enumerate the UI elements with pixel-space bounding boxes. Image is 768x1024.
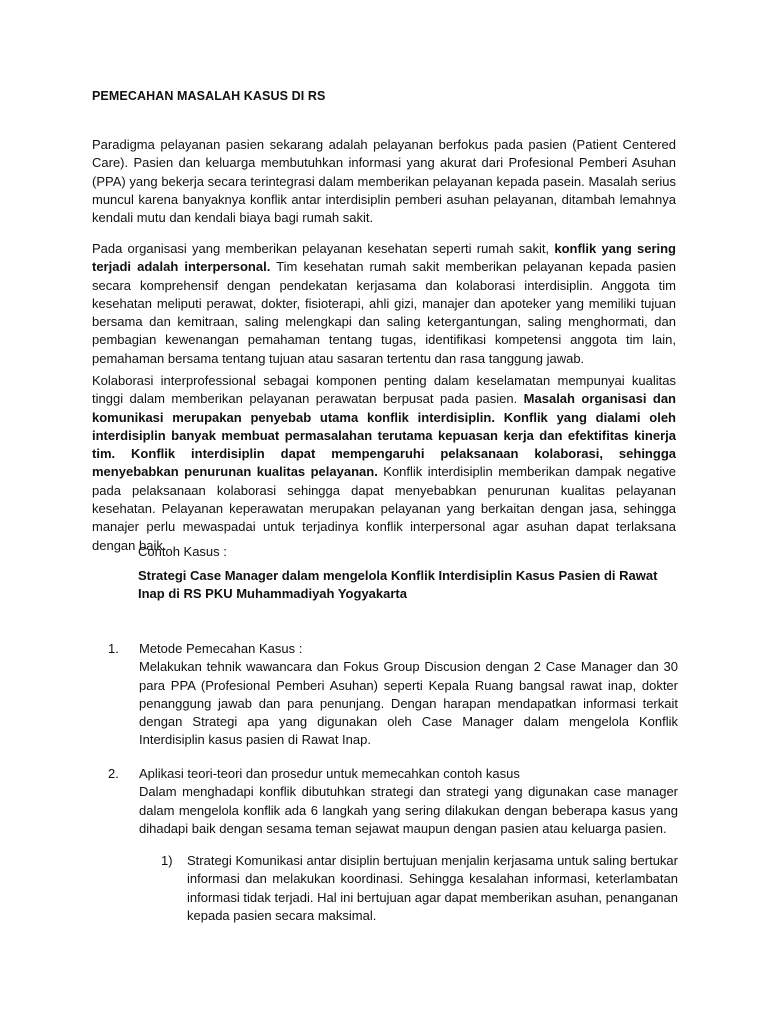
document-title: PEMECAHAN MASALAH KASUS DI RS bbox=[92, 89, 326, 103]
paragraph-3 bbox=[92, 372, 676, 555]
paragraph-2 bbox=[92, 240, 676, 368]
item-1-marker: 1. bbox=[108, 641, 119, 656]
paragraph-2-intro: Pada organisasi yang memberikan pelayanan kesehatan seperti rumah sakit, bbox=[92, 241, 555, 256]
item-1-heading: Metode Pemecahan Kasus : bbox=[139, 641, 303, 656]
item-2-body: Dalam menghadapi konflik dibutuhkan strategi dan strategi yang digunakan case manager dalam mengelola konflik ada 6 langkah yang sering dilakukan dengan beberapa kasus yang dihadapi baik dengan sesama teman sejawat maupun dengan pasien atau keluarga pasien. bbox=[139, 784, 678, 836]
paragraph-3-bold: Masalah organisasi dan komunikasi merupakan penyebab utama konflik interdisiplin. Konflik yang dialami oleh interdisiplin banyak membuat permasalahan terutama kepuasan kerja dan efektifitas kinerja tim. Konflik interdisiplin dapat mempengaruhi pelaksanaan kolaborasi, sehingga menyebabkan penurunan kualitas pelayanan. bbox=[92, 391, 676, 480]
paragraph-3-intro: Kolaborasi interprofessional sebagai komponen penting dalam keselamatan mempunyai kualitas tinggi dalam memberikan pelayanan perawatan berpusat pada pasien. bbox=[92, 373, 676, 407]
item-2-marker: 2. bbox=[108, 766, 119, 781]
contoh-kasus-label: Contoh Kasus : bbox=[138, 544, 227, 559]
paragraph-2-rest: Tim kesehatan rumah sakit memberikan pelayanan kepada pasien secara komprehensif dengan pendekatan kerjasama dan kolaborasi interdisiplin. Anggota tim kesehatan meliputi perawat, dokter, fisioterapi, ahli gizi, manajer dan apoteker yang memiliki tujuan bersama dan kemitraan, saling melengkapi dan saling ketergantungan, saling menghormati, dan pembagian kewenangan pemahaman tentang tugas, identifikasi kompetensi anggota tim lain, pemahaman bersama tentang tujuan atau sasaran tertentu dan rasa tanggung jawab. bbox=[92, 259, 677, 366]
sub-item-1-marker: 1) bbox=[161, 853, 173, 868]
item-2-heading: Aplikasi teori-teori dan prosedur untuk memecahkan contoh kasus bbox=[139, 766, 520, 781]
case-title: Strategi Case Manager dalam mengelola Konflik Interdisiplin Kasus Pasien di Rawat Inap di RS PKU Muhammadiyah Yogyakarta bbox=[138, 568, 658, 602]
sub-item-1-body: Strategi Komunikasi antar disiplin bertujuan menjalin kerjasama untuk saling bertukar informasi dan melakukan koordinasi. Sehingga kesalahan informasi, keterlambatan informasi tidak terjadi. Hal ini bertujuan agar dapat memberikan asuhan, penanganan kepada pasien secara maksimal. bbox=[187, 853, 678, 923]
paragraph-2-bold: konflik yang sering terjadi adalah interpersonal. bbox=[92, 241, 676, 275]
paragraph-3-rest: Konflik interdisiplin memberikan dampak negative pada pelaksanaan kolaborasi sehingga dapat menyebabkan penurunan kualitas pelayanan kesehatan. Pelayanan keperawatan merupakan pelayanan yang berkaitan dengan jasa, sehingga manajer perlu mewaspadai untuk terjadinya konflik interpersonal agar asuhan dapat terlaksana dengan baik. bbox=[92, 464, 676, 553]
item-1-body: Melakukan tehnik wawancara dan Fokus Group Discusion dengan 2 Case Manager dan 30 para PPA (Profesional Pemberi Asuhan) seperti Kepala Ruang bangsal rawat inap, dokter penanggung jawab dan para penunjang. Dengan harapan mendapatkan informasi terkait dengan Strategi apa yang digunakan oleh Case Manager dalam mengelola Konflik Interdisiplin kasus pasien di Rawat Inap. bbox=[139, 659, 678, 748]
paragraph-1: Paradigma pelayanan pasien sekarang adalah pelayanan berfokus pada pasien (Patient Centered Care). Pasien dan keluarga membutuhkan informasi yang akurat dari Profesional Pemberi Asuhan (PPA) yang bekerja secara terintegrasi dalam memberikan pelayanan kepada pasein. Masalah serius muncul karena banyaknya konflik antar interdisiplin pemberi asuhan pelayanan, ditambah lemahnya kendali mutu dan kendali biaya bagi rumah sakit. bbox=[92, 137, 676, 226]
